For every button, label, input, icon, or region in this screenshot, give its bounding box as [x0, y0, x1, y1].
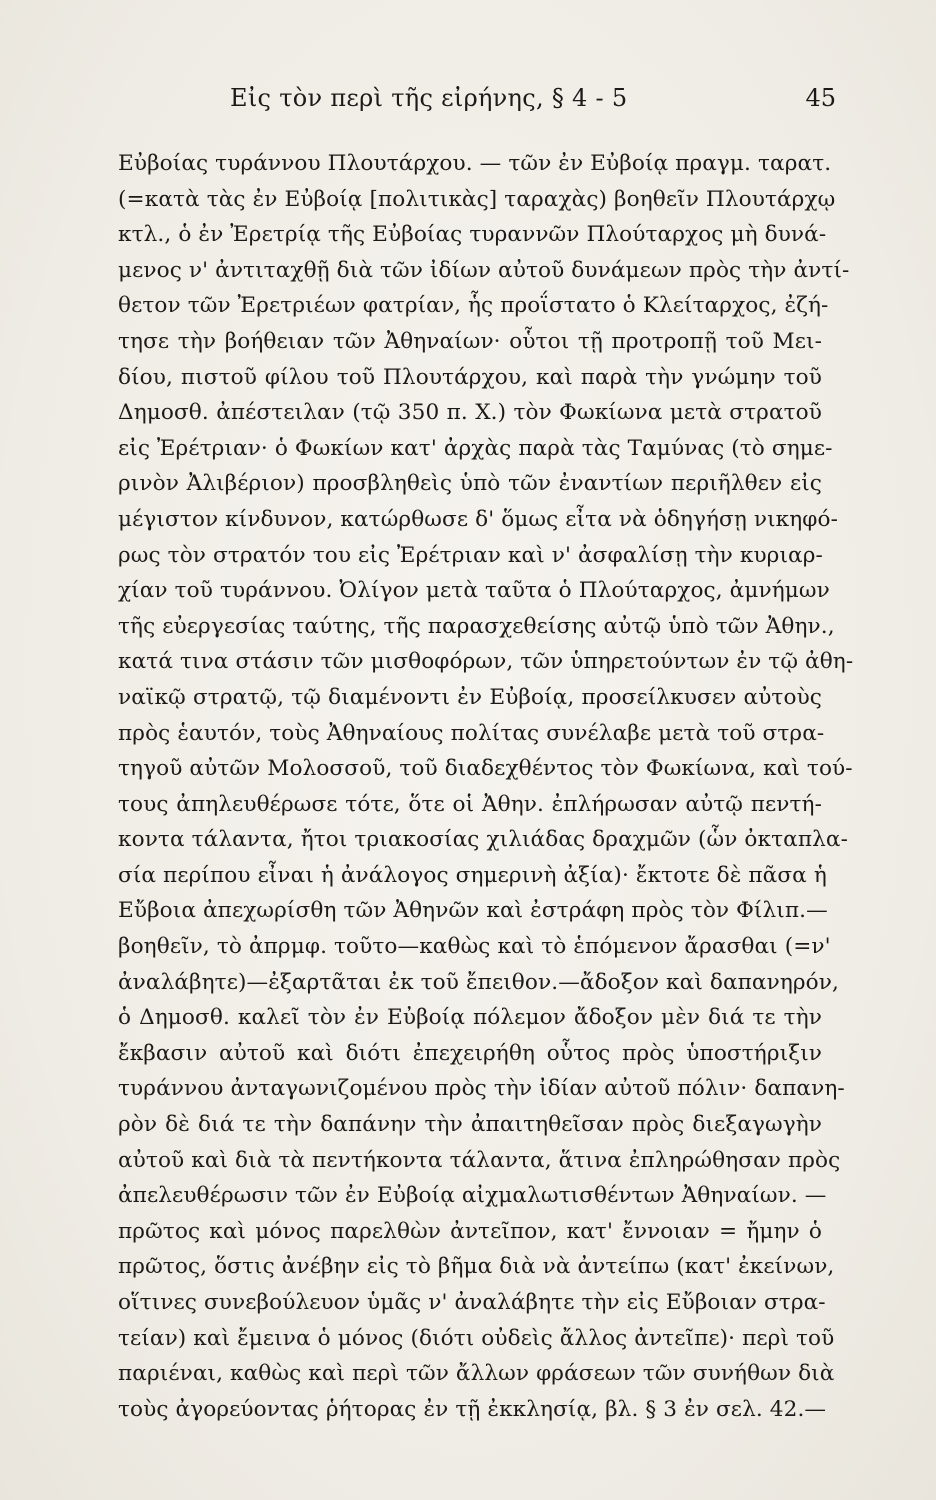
text-line: ἀναλάβητε)—ἐξαρτᾶται ἐκ τοῦ ἔπειθον.—ἄδοξον καὶ δαπανηρόν,: [118, 969, 839, 995]
text-line: τησε τὴν βοήθειαν τῶν Ἀθηναίων· οὗτοι τῇ προτροπῇ τοῦ Μει-: [118, 328, 822, 354]
text-line: παριέναι, καθὼς καὶ περὶ τῶν ἄλλων φράσεων τῶν συνήθων διὰ: [118, 1361, 835, 1387]
text-line: Εὐβοίας τυράννου Πλουτάρχου. — τῶν ἐν Εὐβοίᾳ πραγμ. ταρατ.: [118, 151, 832, 176]
text-line: Εὔβοια ἀπεχωρίσθη τῶν Ἀθηνῶν καὶ ἐστράφη πρὸς τὸν Φίλιπ.—: [118, 898, 828, 924]
text-line: αὐτοῦ καὶ διὰ τὰ πεντήκοντα τάλαντα, ἅτινα ἐπληρώθησαν πρὸς: [118, 1147, 841, 1173]
text-line: ὁ Δημοσθ. καλεῖ τὸν ἐν Εὐβοίᾳ πόλεμον ἄδοξον μὲν διά τε τὴν: [118, 1005, 822, 1031]
page-number: 45: [805, 84, 836, 112]
text-line: τείαν) καὶ ἔμεινα ὁ μόνος (διότι οὐδεὶς ἄλλος ἀντεῖπε)· περὶ τοῦ: [118, 1325, 835, 1351]
text-line: ἔκβασιν αὐτοῦ καὶ διότι ἐπεχειρήθη οὗτος πρὸς ὑποστήριξιν: [118, 1040, 822, 1066]
running-title: Εἰς τὸν περὶ τῆς εἰρήνης, § 4 - 5: [230, 84, 628, 112]
text-line: μέγιστον κίνδυνον, κατώρθωσε δ' ὅμως εἶτα νὰ ὁδηγήσῃ νικηφό-: [118, 506, 838, 532]
text-line: κτλ., ὁ ἐν Ἐρετρίᾳ τῆς Εὐβοίας τυραννῶν Πλούταρχος μὴ δυνά-: [118, 222, 827, 248]
text-line: πρῶτος, ὅστις ἀνέβην εἰς τὸ βῆμα διὰ νὰ ἀντείπω (κατ' ἐκείνων,: [118, 1254, 835, 1280]
text-line: ρως τὸν στρατόν του εἰς Ἐρέτριαν καὶ ν' ἀσφαλίσῃ τὴν κυριαρ-: [118, 542, 823, 568]
text-line: σία περίπου εἶναι ἡ ἀνάλογος σημερινὴ ἀξία)· ἔκτοτε δὲ πᾶσα ἡ: [118, 862, 827, 888]
text-line: τυράννου ἀνταγωνιζομένου πρὸς τὴν ἰδίαν αὐτοῦ πόλιν· δαπανη-: [118, 1076, 845, 1102]
text-line: ἀπελευθέρωσιν τῶν ἐν Εὐβοίᾳ αἰχμαλωτισθέντων Ἀθηναίων. —: [118, 1183, 827, 1209]
text-line: τηγοῦ αὐτῶν Μολοσσοῦ, τοῦ διαδεχθέντος τὸν Φωκίωνα, καὶ τού-: [118, 756, 853, 782]
page-header: [118, 84, 836, 124]
commentary-text: [118, 146, 854, 1427]
text-line: ρὸν δὲ διά τε τὴν δαπάνην τὴν ἀπαιτηθεῖσαν πρὸς διεξαγωγὴν: [118, 1112, 822, 1138]
text-line: οἵτινες συνεβούλευον ὑμᾶς ν' ἀναλάβητε τὴν εἰς Εὔβοιαν στρα-: [118, 1290, 826, 1315]
text-line: δίου, πιστοῦ φίλου τοῦ Πλουτάρχου, καὶ παρὰ τὴν γνώμην τοῦ: [118, 364, 822, 390]
text-line: εἰς Ἐρέτριαν· ὁ Φωκίων κατ' ἀρχὰς παρὰ τὰς Ταμύνας (τὸ σημε-: [118, 435, 833, 461]
text-line: μενος ν' ἀντιταχθῇ διὰ τῶν ἰδίων αὐτοῦ δυνάμεων πρὸς τὴν ἀντί-: [118, 257, 850, 283]
text-line: τῆς εὐεργεσίας ταύτης, τῆς παρασχεθείσης αὐτῷ ὑπὸ τῶν Ἀθην.,: [118, 613, 835, 639]
text-line: τοὺς ἀγορεύοντας ῥήτορας ἐν τῇ ἐκκλησίᾳ, βλ. § 3 ἐν σελ. 42.—: [118, 1396, 827, 1422]
text-line: βοηθεῖν, τὸ ἀπρμφ. τοῦτο—καθὼς καὶ τὸ ἑπόμενον ἄρασθαι (=ν': [118, 934, 831, 960]
text-line: ρινὸν Ἀλιβέριον) προσβληθεὶς ὑπὸ τῶν ἐναντίων περιῆλθεν εἰς: [118, 471, 822, 497]
text-line: κοντα τάλαντα, ἤτοι τριακοσίας χιλιάδας δραχμῶν (ὧν ὀκταπλα-: [118, 827, 848, 853]
text-line: πρὸς ἑαυτόν, τοὺς Ἀθηναίους πολίτας συνέλαβε μετὰ τοῦ στρα-: [118, 720, 825, 746]
text-line: (=κατὰ τὰς ἐν Εὐβοίᾳ [πολιτικὰς] ταραχὰς) βοηθεῖν Πλουτάρχῳ: [118, 186, 836, 212]
text-line: θετον τῶν Ἐρετριέων φατρίαν, ἧς προΐστατο ὁ Κλείταρχος, ἐζή-: [118, 293, 829, 319]
text-line: τους ἀπηλευθέρωσε τότε, ὅτε οἱ Ἀθην. ἐπλήρωσαν αὐτῷ πεντή-: [118, 791, 822, 817]
text-line: πρῶτος καὶ μόνος παρελθὼν ἀντεῖπον, κατ' ἔννοιαν = ἤμην ὁ: [118, 1218, 822, 1244]
text-line: ναϊκῷ στρατῷ, τῷ διαμένοντι ἐν Εὐβοίᾳ, προσείλκυσεν αὐτοὺς: [118, 684, 822, 710]
text-line: κατά τινα στάσιν τῶν μισθοφόρων, τῶν ὑπηρετούντων ἐν τῷ ἀθη-: [118, 649, 854, 675]
text-line: Δημοσθ. ἀπέστειλαν (τῷ 350 π. Χ.) τὸν Φωκίωνα μετὰ στρατοῦ: [118, 400, 822, 426]
text-line: χίαν τοῦ τυράννου. Ὀλίγον μετὰ ταῦτα ὁ Πλούταρχος, ἀμνήμων: [118, 578, 830, 604]
